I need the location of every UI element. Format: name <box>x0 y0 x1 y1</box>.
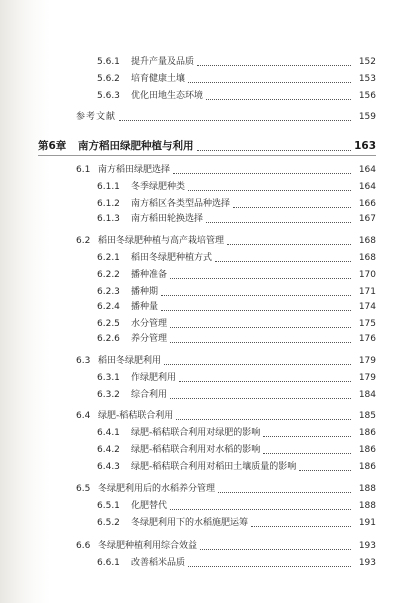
toc-entry-number: 第6章 <box>38 140 67 152</box>
toc-entry-number: 6.1.3 <box>97 214 120 224</box>
toc-entry-title: 南方稻田绿肥种植与利用 <box>78 140 194 152</box>
toc-entry-number: 6.2 <box>76 236 91 246</box>
toc-entry-title: 绿肥-稻秸联合利用 <box>98 411 174 421</box>
toc-entry-number: 5.6.1 <box>97 57 120 67</box>
toc-entry-number: 6.2.2 <box>97 270 120 280</box>
toc-entry-title: 参考文献 <box>76 112 117 122</box>
toc-entry-title: 稻田冬绿肥种植与高产栽培管理 <box>98 236 225 246</box>
toc-entry-number: 6.4.3 <box>97 462 120 472</box>
toc-entry-number: 6.2.3 <box>97 287 120 297</box>
toc-entry-row <box>97 214 376 225</box>
toc-dot-leader <box>173 172 351 174</box>
toc-entry-title: 水分管理 <box>131 319 168 329</box>
toc-page-number: 167 <box>358 214 376 224</box>
toc-page-number: 176 <box>358 334 376 344</box>
toc-page-number: 174 <box>358 302 376 312</box>
toc-entry-number: 6.5 <box>76 484 91 494</box>
toc-entry-number: 6.5.1 <box>97 501 120 511</box>
toc-entry-row <box>76 165 376 176</box>
toc-dot-leader <box>218 491 351 493</box>
toc-entry-row <box>97 501 376 512</box>
toc-entry-number: 6.6 <box>76 541 91 551</box>
toc-entry-title: 作绿肥利用 <box>131 373 177 383</box>
toc-entry-number: 6.3.1 <box>97 373 120 383</box>
toc-entry-title: 播种准备 <box>131 270 168 280</box>
toc-page-number: 163 <box>354 140 376 152</box>
toc-entry-number: 6.2.5 <box>97 319 120 329</box>
toc-page-number: 193 <box>358 558 376 568</box>
toc-entry-number: 6.3.2 <box>97 390 120 400</box>
toc-entry-row <box>97 302 376 313</box>
toc-dot-leader <box>299 469 351 471</box>
toc-dot-leader <box>176 418 351 420</box>
toc-entry-row <box>76 484 376 495</box>
toc-entry-row <box>97 390 376 401</box>
toc-entry-row <box>76 411 376 422</box>
toc-page-number: 185 <box>358 411 376 421</box>
toc-entry-title: 南方稻田轮换选择 <box>131 214 204 224</box>
toc-page-number: 175 <box>358 319 376 329</box>
toc-page-number: 171 <box>358 287 376 297</box>
toc-page-number: 179 <box>358 373 376 383</box>
toc-entry-title: 绿肥-稻秸联合利用对稻田土壤质量的影响 <box>131 462 297 472</box>
toc-page-number: 164 <box>358 182 376 192</box>
toc-entry-title: 绿肥-稻秸联合利用对水稻的影响 <box>131 445 261 455</box>
toc-entry-row <box>97 445 376 456</box>
toc-entry-row <box>97 558 376 569</box>
toc-page-number: 179 <box>358 356 376 366</box>
toc-page-number: 168 <box>358 236 376 246</box>
toc-page-number: 191 <box>358 518 376 528</box>
toc-entry-number: 6.4.1 <box>97 428 120 438</box>
toc-entry-number: 6.4 <box>76 411 91 421</box>
toc-entry-row <box>76 356 376 367</box>
toc-entry-title: 冬绿肥利用后的水稻养分管理 <box>98 484 216 494</box>
chapter-underline-rule <box>38 155 376 156</box>
toc-page-number: 188 <box>358 484 376 494</box>
toc-entry-row <box>97 57 376 68</box>
toc-dot-leader <box>170 397 351 399</box>
toc-entry-row <box>97 270 376 281</box>
toc-entry-number: 5.6.2 <box>97 74 120 84</box>
toc-dot-leader <box>170 341 351 343</box>
toc-entry-title: 化肥替代 <box>131 501 168 511</box>
toc-dot-leader <box>188 189 351 191</box>
toc-dot-leader <box>227 243 351 245</box>
toc-entry-title: 稻田冬绿肥种植方式 <box>131 253 213 263</box>
toc-page-number: 186 <box>358 445 376 455</box>
toc-page-number: 164 <box>358 165 376 175</box>
toc-dot-leader <box>161 309 351 311</box>
toc-entry-row <box>97 334 376 345</box>
toc-references-row <box>76 112 376 123</box>
toc-entry-row <box>97 253 376 264</box>
toc-entry-row <box>97 199 376 210</box>
toc-entry-number: 6.1.1 <box>97 182 120 192</box>
toc-entry-title: 播种量 <box>131 302 159 312</box>
toc-entry-number: 6.1 <box>76 165 91 175</box>
toc-dot-leader <box>164 363 351 365</box>
toc-dot-leader <box>197 149 352 151</box>
toc-dot-leader <box>188 81 351 83</box>
toc-entry-number: 6.2.6 <box>97 334 120 344</box>
toc-entry-title: 播种期 <box>131 287 159 297</box>
toc-dot-leader <box>206 98 351 100</box>
toc-page-number: 152 <box>358 57 376 67</box>
toc-dot-leader <box>215 260 351 262</box>
toc-page-number: 156 <box>358 91 376 101</box>
toc-entry-number: 6.5.2 <box>97 518 120 528</box>
toc-entry-number: 6.1.2 <box>97 199 120 209</box>
toc-entry-row <box>76 541 376 552</box>
toc-dot-leader <box>170 326 351 328</box>
toc-dot-leader <box>233 206 351 208</box>
toc-entry-number: 6.2.1 <box>97 253 120 263</box>
toc-dot-leader <box>200 548 351 550</box>
toc-dot-leader <box>119 119 351 121</box>
toc-entry-row <box>97 91 376 102</box>
toc-entry-title: 冬绿肥种植利用综合效益 <box>98 541 198 551</box>
toc-entry-number: 6.3 <box>76 356 91 366</box>
toc-entry-row <box>97 182 376 193</box>
toc-entry-row <box>97 518 376 529</box>
toc-entry-number: 5.6.3 <box>97 91 120 101</box>
toc-entry-row <box>97 428 376 439</box>
toc-entry-title: 优化田地生态环境 <box>131 91 204 101</box>
toc-dot-leader <box>251 525 351 527</box>
toc-entry-title: 养分管理 <box>131 334 168 344</box>
toc-entry-title: 改善稻米品质 <box>131 558 186 568</box>
toc-entry-title: 提升产量及品质 <box>131 57 195 67</box>
toc-dot-leader <box>263 435 351 437</box>
toc-page-number: 159 <box>358 112 376 122</box>
toc-entry-row <box>97 74 376 85</box>
toc-page-number: 193 <box>358 541 376 551</box>
toc-page-number: 186 <box>358 428 376 438</box>
toc-entry-title: 南方稻区各类型品种选择 <box>131 199 231 209</box>
toc-entry-row <box>76 236 376 247</box>
toc-entry-title: 冬季绿肥种类 <box>131 182 186 192</box>
toc-dot-leader <box>263 452 351 454</box>
toc-entry-row <box>97 319 376 330</box>
toc-page-number: 184 <box>358 390 376 400</box>
toc-page-number: 188 <box>358 501 376 511</box>
toc-entry-number: 6.4.2 <box>97 445 120 455</box>
toc-dot-leader <box>197 64 351 66</box>
toc-entry-title: 稻田冬绿肥利用 <box>98 356 162 366</box>
toc-page-number: 166 <box>358 199 376 209</box>
toc-dot-leader <box>188 565 351 567</box>
toc-dot-leader <box>161 294 351 296</box>
toc-dot-leader <box>179 380 351 382</box>
toc-entry-row <box>97 462 376 473</box>
toc-dot-leader <box>206 221 351 223</box>
toc-entry-title: 培育健康土壤 <box>131 74 186 84</box>
toc-page-number: 153 <box>358 74 376 84</box>
toc-entry-row <box>97 373 376 384</box>
toc-entry-title: 绿肥-稻秸联合利用对绿肥的影响 <box>131 428 261 438</box>
toc-page-number: 168 <box>358 253 376 263</box>
toc-entry-number: 6.6.1 <box>97 558 120 568</box>
toc-dot-leader <box>170 277 351 279</box>
toc-dot-leader <box>170 508 351 510</box>
toc-entry-number: 6.2.4 <box>97 302 120 312</box>
toc-entry-title: 南方稻田绿肥选择 <box>98 165 171 175</box>
toc-entry-title: 综合利用 <box>131 390 168 400</box>
toc-page-number: 186 <box>358 462 376 472</box>
toc-entry-row <box>97 287 376 298</box>
toc-page-number: 170 <box>358 270 376 280</box>
toc-chapter-row <box>38 140 376 153</box>
toc-entry-title: 冬绿肥利用下的水稻施肥运筹 <box>131 518 249 528</box>
